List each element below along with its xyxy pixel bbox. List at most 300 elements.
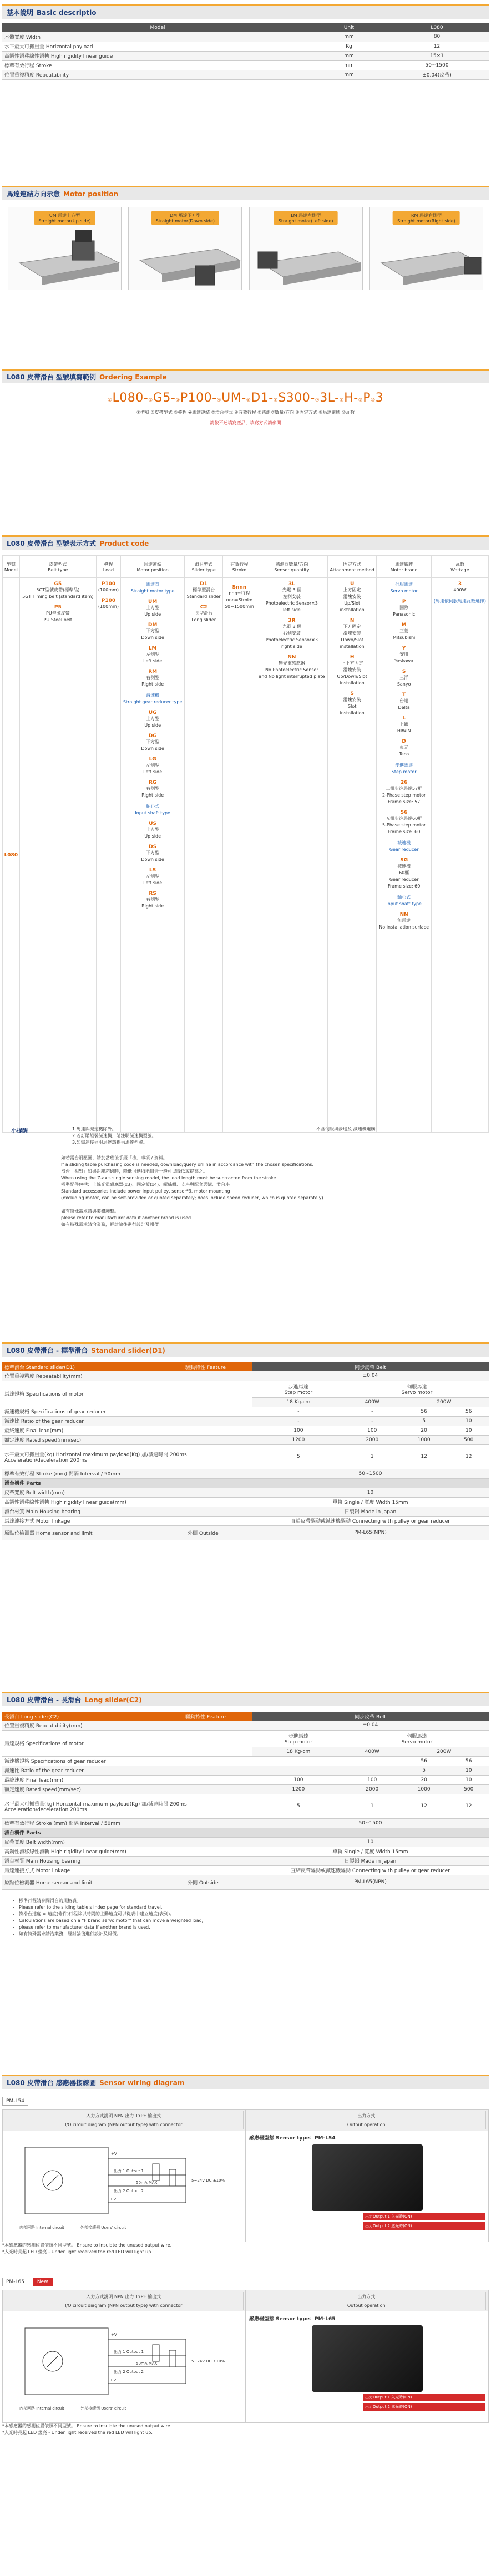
- cell: 減速比 Ratio of the gear reducer: [2, 1766, 252, 1775]
- pc-option: [122, 646, 184, 665]
- pc-option-desc: 五相步進馬達60框 5-Phase step motor Frame size: 60: [382, 816, 426, 834]
- group-label: 長滑台 Long slider(C2): [2, 1712, 185, 1721]
- pc-option-code: US: [149, 821, 157, 826]
- pc-option-code: N: [350, 618, 355, 623]
- pc-option-code: 3R: [288, 618, 296, 623]
- wiring-block: [2, 2278, 489, 2436]
- cell: 1: [345, 1444, 399, 1469]
- code-num: ⑧: [339, 398, 345, 403]
- table-row: [2, 1865, 489, 1875]
- cell: 12: [385, 42, 489, 51]
- pc-option-desc: 減速機 60框 Gear reducer Frame size: 60: [387, 864, 421, 889]
- pc-option-desc: 光電 3 個 左側安裝 Photoelectric Sensor×3 left side: [265, 587, 318, 612]
- pc-option: [378, 894, 429, 907]
- cell: 滑台材質 Main Housing bearing: [2, 1507, 252, 1516]
- table-row: [2, 1837, 489, 1847]
- cell: 水平最大可搬重量(kg) Horizontal maximum payload(Kg) 加/減速時間 200ms Acceleration/deceleration 200ms: [2, 1794, 252, 1818]
- table-row: [2, 1488, 489, 1497]
- circuit-label: 50mA MAX.: [136, 2361, 159, 2366]
- circuit-diagram: [3, 2131, 246, 2242]
- cell: 20: [399, 1426, 449, 1435]
- cell: 水平最大可搬重量(kg) Horizontal maximum payload(Kg) 加/減速時間 200ms Acceleration/deceleration 200ms: [2, 1444, 252, 1469]
- list-item: • 如有特殊需求請洽業務，經討論後進行設計及報價。: [19, 1931, 489, 1938]
- cell: 位置重複精度 Repeatability: [2, 70, 313, 79]
- code-part: UM: [221, 391, 242, 405]
- cell: 1000: [399, 1784, 449, 1794]
- sensor-wiring-title-en: Sensor wiring diagram: [99, 2078, 185, 2087]
- config-label: 滑台構件 Parts: [2, 1478, 489, 1488]
- pc-option-desc: 減速機 Gear reducer: [389, 840, 419, 852]
- wiring-model-row: [2, 2278, 489, 2286]
- code-part: H: [344, 391, 354, 405]
- cell: 原點位檢測器 Home sensor and limit: [2, 1875, 185, 1889]
- wiring-head-text: 出力方式: [247, 2111, 487, 2121]
- cell: 18 Kg-cm: [252, 1397, 345, 1407]
- ordering-example-section: [2, 369, 489, 426]
- wiring-head-right: [246, 2290, 489, 2311]
- motor-tag: [151, 211, 219, 225]
- pc-option-desc: PU型號皮帶 PU Steel belt: [43, 611, 73, 622]
- basic-section: [2, 4, 489, 80]
- list-item: 標準配件包括：上線光電感應器(x3)、固定板(x4)、螺絲組、支座與配套選購、滑台座。: [61, 1182, 235, 1187]
- cell: 步進馬達 Step motor: [252, 1381, 345, 1397]
- pc-option: [378, 646, 429, 665]
- table-row: [2, 1525, 489, 1540]
- wiring-head-left: [3, 2290, 246, 2311]
- pc-option: [122, 692, 184, 706]
- circuit-label: 內部回路 Internal circuit: [19, 2406, 64, 2411]
- motor-tag-label: LM 馬達左側型: [291, 213, 321, 218]
- ordering-example-code: ①L080-②G5-③P100-④UM-⑤D1-⑥S300-⑦3L-⑧H-⑨P⑩3: [107, 391, 384, 405]
- cell: 單軌 Single / 寬度 Width 15mm: [252, 1497, 489, 1507]
- pc-option-desc: (100mm): [98, 587, 119, 592]
- table-header-row: [2, 1712, 489, 1721]
- pc-option-desc: 上方固定 滑塊安裝 Up/Slot installation: [340, 587, 365, 612]
- motor-tag: [393, 211, 460, 225]
- long_slider-bullets: [19, 1898, 489, 1938]
- wiring-head: [3, 2290, 488, 2311]
- pc-option-desc: 上方型 Up side: [144, 827, 161, 839]
- code-part: 3L: [320, 391, 335, 405]
- feature-label: 驅動特性 Feature: [185, 1362, 252, 1371]
- cell: 1: [345, 1794, 399, 1818]
- circuit-label: +V: [111, 2332, 117, 2337]
- cell: 12: [399, 1444, 449, 1469]
- pc-header: 瓦數 Wattage: [431, 556, 488, 578]
- cell: mm: [313, 70, 385, 79]
- pc-option: [122, 622, 184, 641]
- wiring-head-text: 出力方式: [247, 2292, 487, 2301]
- cell: 10: [449, 1416, 489, 1426]
- cell: 皮帶寬度 Belt width(mm): [2, 1488, 252, 1497]
- pc-option-code: SG: [400, 858, 408, 863]
- pc-option: [122, 780, 184, 799]
- pc-option-code: D: [402, 739, 406, 744]
- table-row: [2, 1847, 489, 1856]
- remark-line: 2.若訂購組裝減速機，請注明減速機型號。: [72, 1133, 156, 1138]
- circuit-label: 5~24V DC ±10%: [191, 2359, 225, 2364]
- motor-tag-label: DM 馬達下方型: [170, 213, 201, 218]
- feature-label: 驅動特性 Feature: [185, 1712, 252, 1721]
- cell: 12: [449, 1444, 489, 1469]
- pc-option: [433, 581, 487, 594]
- pc-stroke-code: Snnn: [232, 585, 247, 590]
- pc-option: [257, 618, 326, 650]
- pc-option: [122, 599, 184, 618]
- cell: 2000: [345, 1784, 399, 1794]
- pc-motor-col: [120, 578, 185, 1133]
- motor-position-title-en: Motor position: [63, 190, 119, 198]
- table-row: [2, 42, 489, 51]
- pc-header: 有效行程 Stroke: [222, 556, 256, 578]
- pc-option-desc: 二相步進馬達57框 2-Phase step motor Frame size: 57: [382, 786, 426, 804]
- table-row: [2, 1416, 489, 1426]
- cell: 水平最大可搬重量 Horizontal payload: [2, 42, 313, 51]
- product-code-title-en: Product code: [99, 539, 149, 547]
- pc-option: [378, 840, 429, 853]
- cell: mm: [313, 60, 385, 70]
- circuit-diagram: [3, 2311, 246, 2422]
- motor-tag-label: UM 馬達上方型: [49, 213, 80, 218]
- output-operation: [246, 2131, 488, 2242]
- code-num: ⑤: [246, 398, 251, 403]
- cell: 400W: [345, 1397, 399, 1407]
- wiring-block: [2, 2097, 489, 2255]
- pc-option: [378, 912, 429, 931]
- cell: 5: [399, 1766, 449, 1775]
- sensor-image: [312, 2144, 423, 2211]
- list-item: 如有特殊需求請與業務聯繫。: [61, 1209, 119, 1214]
- pc-option: [433, 598, 487, 605]
- basic-header-unit: Unit: [313, 23, 385, 32]
- cell: 10: [252, 1488, 489, 1497]
- cell: 減速比 Ratio of the gear reducer: [2, 1416, 252, 1426]
- pc-option-desc: 標準型滑台 Standard slider: [186, 587, 221, 599]
- cell: 56: [399, 1756, 449, 1766]
- pc-option: [186, 581, 221, 600]
- cell: 5: [399, 1416, 449, 1426]
- cell: 伺服馬達 Servo motor: [345, 1730, 489, 1747]
- pc-option: [378, 581, 429, 595]
- remark-line: 1.馬達與減速機除外。: [72, 1127, 117, 1132]
- pc-option-code: LG: [149, 757, 156, 762]
- pc-option: [329, 618, 376, 650]
- list-item: 如有特殊需求請洽業務，經討論後進行設計及報價。: [61, 1222, 163, 1227]
- wiring-model: PM-L54: [2, 2097, 28, 2106]
- pc-option-code: 3: [458, 581, 462, 587]
- standard-slider-section: [2, 1342, 489, 1540]
- pc-option-code: LS: [149, 868, 156, 873]
- long_slider-title-en: Long slider(C2): [84, 1696, 142, 1704]
- cell: [252, 1766, 345, 1775]
- output-row: 出力Output 1 入光時(ON): [363, 2213, 485, 2220]
- table-row: [2, 1407, 489, 1416]
- cell: 額定速度 Rated speed(mm/sec): [2, 1435, 252, 1444]
- cell: 5: [252, 1794, 345, 1818]
- cell: -: [252, 1407, 345, 1416]
- cell: ±0.04: [252, 1371, 489, 1381]
- pc-option-code: LM: [148, 646, 157, 651]
- cell: 標準有效行程 Stroke (mm) 間隔 Interval / 50mm: [2, 1818, 252, 1828]
- circuit-label: 出力 1 Output 1: [114, 2350, 144, 2354]
- pc-option-desc: 右側型 Right side: [141, 675, 164, 687]
- pc-option-desc: 光電 3 個 右側安裝 Photoelectric Sensor×3 right side: [265, 624, 318, 649]
- pc-option-desc: 5GT型號皮帶(標準品) 5GT Timing belt (standard item): [22, 587, 94, 599]
- cell: 500: [449, 1435, 489, 1444]
- cell: 50~1500: [385, 60, 489, 70]
- cell: 10: [449, 1766, 489, 1775]
- pc-header: 馬達連結 Motor position: [120, 556, 185, 578]
- circuit-label: 外部接續例 Users' circuit: [80, 2406, 126, 2411]
- remarks-title: 小提醒: [11, 1128, 28, 1134]
- motor-card-rm: [369, 207, 483, 290]
- pc-option-desc: 上方型 Up side: [144, 716, 161, 728]
- cell: [345, 1766, 399, 1775]
- long-slider-section: [2, 1692, 489, 1938]
- remarks-side-note: 不含伺服與步進及 減速機選購: [316, 1127, 376, 1132]
- cell: Kg: [313, 42, 385, 51]
- pc-option-code: L: [402, 716, 406, 721]
- pc-option-code: S: [350, 691, 354, 697]
- pc-option-code: G5: [54, 581, 62, 587]
- wiring-head-left: [3, 2110, 246, 2131]
- remarks-section: [11, 1126, 480, 1228]
- circuit-label: 0V: [111, 2378, 117, 2382]
- cell: 日製鋁 Made in Japan: [252, 1507, 489, 1516]
- long_slider-title-bar: [2, 1692, 489, 1706]
- wiring-box: [2, 2290, 489, 2423]
- pc-option-desc: 400W: [453, 587, 467, 592]
- cell: 馬達連接方式 Motor linkage: [2, 1516, 252, 1525]
- pc-option: [21, 581, 95, 600]
- pc-header: 馬達廠牌 Motor brand: [377, 556, 431, 578]
- cell: 位置重複精度 Repeatability(mm): [2, 1721, 252, 1730]
- basic-title-cn: 基本說明: [7, 9, 34, 17]
- pc-option-code: 56: [400, 810, 408, 815]
- sensor-type-label: 感應器型態 Sensor type：PM-L65: [249, 2316, 336, 2322]
- wiring-head-text: 入力方式說明 NPN 出力 TYPE 輸出式: [4, 2111, 244, 2121]
- product-code-header-row: [3, 556, 489, 578]
- cell: 50~1500: [252, 1818, 489, 1828]
- pc-option: [378, 622, 429, 641]
- cell: 100: [345, 1775, 399, 1784]
- cell: 100: [252, 1775, 345, 1784]
- output-row: 出力Output 2 遮光時(ON): [363, 2222, 485, 2230]
- code-num: ⑥: [273, 398, 279, 403]
- pc-option-desc: 三菱 Mitsubishi: [393, 628, 416, 640]
- code-num: ④: [216, 398, 222, 403]
- wiring-body: [3, 2311, 488, 2422]
- group-label: 標準滑台 Standard slider(D1): [2, 1362, 185, 1371]
- pc-option-code: C2: [200, 605, 207, 610]
- cell: 馬達規格 Specifications of motor: [2, 1381, 252, 1407]
- cell: 直結皮帶驅動或減速機驅動 Connecting with pulley or gear reducer: [252, 1865, 489, 1875]
- pc-option-desc: 左側型 Left side: [143, 874, 163, 885]
- wiring-head: [3, 2110, 488, 2131]
- basic-title-bar: [2, 4, 489, 19]
- table-row: [2, 1444, 489, 1469]
- cell: 500: [449, 1784, 489, 1794]
- motor-card-um: [8, 207, 122, 290]
- pc-option-code: NN: [399, 912, 408, 917]
- pc-option: [122, 710, 184, 729]
- cell: 5: [252, 1444, 345, 1469]
- cell: 1200: [252, 1784, 345, 1794]
- pc-option: [21, 605, 95, 623]
- wiring-head-text-en: Output operation: [247, 2301, 487, 2310]
- table-row: [2, 1856, 489, 1865]
- pc-header: 滑台型式 Slider type: [185, 556, 222, 578]
- pc-option: [378, 669, 429, 688]
- list-item: Standard accessories include power input pulley, sensor*3, motor mounting: [61, 1189, 230, 1194]
- cell: -: [345, 1416, 399, 1426]
- motor-position-title-bar: [2, 186, 489, 200]
- wiring-head-text-en: I/O circuit diagram (NPN output type) with connector: [4, 2301, 244, 2310]
- pc-belt-col: [19, 578, 96, 1133]
- pc-option-desc: 上下方固定 滑塊安裝 Up/Down/Slot installation: [337, 661, 367, 686]
- standard_slider-title-cn: L080 皮帶滑台 - 標準滑台: [7, 1347, 88, 1355]
- pc-slider-col: [185, 578, 222, 1133]
- code-part: P100: [180, 391, 212, 405]
- product-code-section: [2, 535, 489, 1133]
- basic-header-l080: L080: [385, 23, 489, 32]
- cell: 直結皮帶驅動或減速機驅動 Connecting with pulley or gear reducer: [252, 1516, 489, 1525]
- pc-option: [98, 581, 119, 594]
- cell: 200W: [399, 1747, 489, 1756]
- table-row: [2, 1875, 489, 1889]
- pc-option-code: P100: [101, 598, 116, 604]
- cell: 最終速度 Final lead(mm): [2, 1775, 252, 1784]
- table-row: [2, 1371, 489, 1381]
- pc-wattage-col: [431, 578, 488, 1133]
- pc-option: [257, 581, 326, 613]
- pc-model: L080: [4, 852, 18, 858]
- pc-option-desc: 下方型 Down side: [141, 739, 164, 751]
- cell: 馬達連接方式 Motor linkage: [2, 1865, 252, 1875]
- output-operation: [246, 2311, 488, 2422]
- motor-cards: [2, 207, 489, 290]
- pc-option-desc: 下方型 Down side: [141, 850, 164, 862]
- cell: 滑台材質 Main Housing bearing: [2, 1856, 252, 1865]
- cell: [345, 1756, 399, 1766]
- pc-attach-col: [327, 578, 377, 1133]
- pc-option: [186, 605, 221, 623]
- pc-option-code: P100: [101, 581, 116, 587]
- wiring-head-right: [246, 2110, 489, 2131]
- circuit-label: +V: [111, 2152, 117, 2156]
- pc-option: [122, 669, 184, 688]
- pc-option-code: 26: [400, 780, 408, 785]
- pc-option-code: RG: [148, 780, 157, 785]
- pc-option: [329, 581, 376, 613]
- pc-option: [98, 598, 119, 610]
- pc-option-desc: 軸心式 Input shaft type: [386, 895, 422, 906]
- standard_slider-table: [2, 1362, 489, 1540]
- code-num: ②: [148, 398, 153, 403]
- list-item: please refer to manufacturer data if another brand is used.: [61, 1215, 193, 1220]
- cell: 1000: [399, 1435, 449, 1444]
- cell: 本體寬度 Width: [2, 32, 313, 42]
- cell: 伺服馬達 Servo motor: [345, 1381, 489, 1397]
- pc-option: [378, 858, 429, 890]
- pc-option-code: DS: [149, 844, 157, 850]
- pc-option-code: RM: [148, 669, 158, 675]
- pc-option: [122, 868, 184, 886]
- wiring-blocks: [2, 2097, 489, 2436]
- circuit-label: 50mA MAX.: [136, 2181, 159, 2185]
- cell: 18 Kg-cm: [252, 1747, 345, 1756]
- pc-option-desc: 無光電感應器 No Photoelectric Sensor and No light interrupted plate: [259, 661, 325, 679]
- code-num: ⑩: [371, 398, 376, 403]
- pc-sensor-col: [256, 578, 327, 1133]
- wiring-note: *本感應器的感測位置依照不同型號。 Ensure to insulate the unused output wire.: [2, 2423, 172, 2428]
- cell: 減速機規格 Specifications of gear reducer: [2, 1407, 252, 1416]
- motor-tag-label: RM 馬達右側型: [411, 213, 442, 218]
- product-code-title-bar: [2, 535, 489, 550]
- cell: 標準有效行程 Stroke (mm) 間隔 Interval / 50mm: [2, 1469, 252, 1478]
- list-item: • 標準行程請參閱滑台的規格表。: [19, 1898, 489, 1904]
- pc-option-code: Y: [402, 646, 406, 651]
- cell: ±0.04: [252, 1721, 489, 1730]
- table-header-row: [2, 1362, 489, 1371]
- cell: 2000: [345, 1435, 399, 1444]
- table-row: [2, 1784, 489, 1794]
- cell: 100: [345, 1426, 399, 1435]
- pc-header: 感測器數量/方向 Sensor quantity: [256, 556, 327, 578]
- cell: PM-L65(NPN): [252, 1875, 489, 1889]
- output-row: 出力Output 1 入光時(ON): [363, 2394, 485, 2401]
- code-num: ⑨: [358, 398, 363, 403]
- ordering-example-title-en: Ordering Example: [99, 373, 167, 381]
- cell: mm: [313, 32, 385, 42]
- pc-option: [122, 581, 184, 595]
- pc-option-code: P5: [54, 605, 62, 610]
- code-num: ③: [175, 398, 180, 403]
- pc-option-code: P: [402, 599, 406, 605]
- table-row: [2, 1818, 489, 1828]
- table-row: [2, 1756, 489, 1766]
- pc-option-desc: (100mm): [98, 604, 119, 609]
- cell: 馬達規格 Specifications of motor: [2, 1730, 252, 1756]
- pc-option-code: S: [402, 669, 406, 675]
- standard_slider-title-en: Standard slider(D1): [91, 1346, 165, 1355]
- pc-option: [378, 739, 429, 758]
- output-row: 出力Output 2 遮光時(ON): [363, 2403, 485, 2411]
- pc-option: [122, 803, 184, 817]
- wiring-model-row: [2, 2097, 489, 2106]
- pc-option: [329, 655, 376, 687]
- wiring-head-text: 入力方式說明 NPN 出力 TYPE 輸出式: [4, 2292, 244, 2301]
- cell: 20: [399, 1775, 449, 1784]
- product-code-body-row: [3, 578, 489, 1133]
- motor-card-dm: [128, 207, 242, 290]
- pc-option-desc: 滑塊安裝 Slot installation: [340, 697, 365, 716]
- pc-option-desc: 左側型 Left side: [143, 763, 163, 774]
- pc-option-code: M: [401, 622, 407, 628]
- motor-tag-label-en: Straight motor(Right side): [397, 219, 455, 224]
- pc-option-code: UM: [148, 599, 158, 605]
- wiring-model: PM-L65: [2, 2278, 28, 2286]
- motor-tag: [34, 211, 95, 225]
- cell: 原點位檢測器 Home sensor and limit: [2, 1525, 185, 1540]
- pc-header: 型號 Model: [3, 556, 20, 578]
- cell: 皮帶寬度 Belt width(mm): [2, 1837, 252, 1847]
- cell: 外側 Outside: [185, 1875, 252, 1889]
- pc-option-desc: 無馬達 No installation surface: [379, 918, 429, 930]
- pc-option-code: DG: [148, 733, 157, 739]
- pc-stroke-col: [222, 578, 256, 1133]
- table-row: [2, 1516, 489, 1525]
